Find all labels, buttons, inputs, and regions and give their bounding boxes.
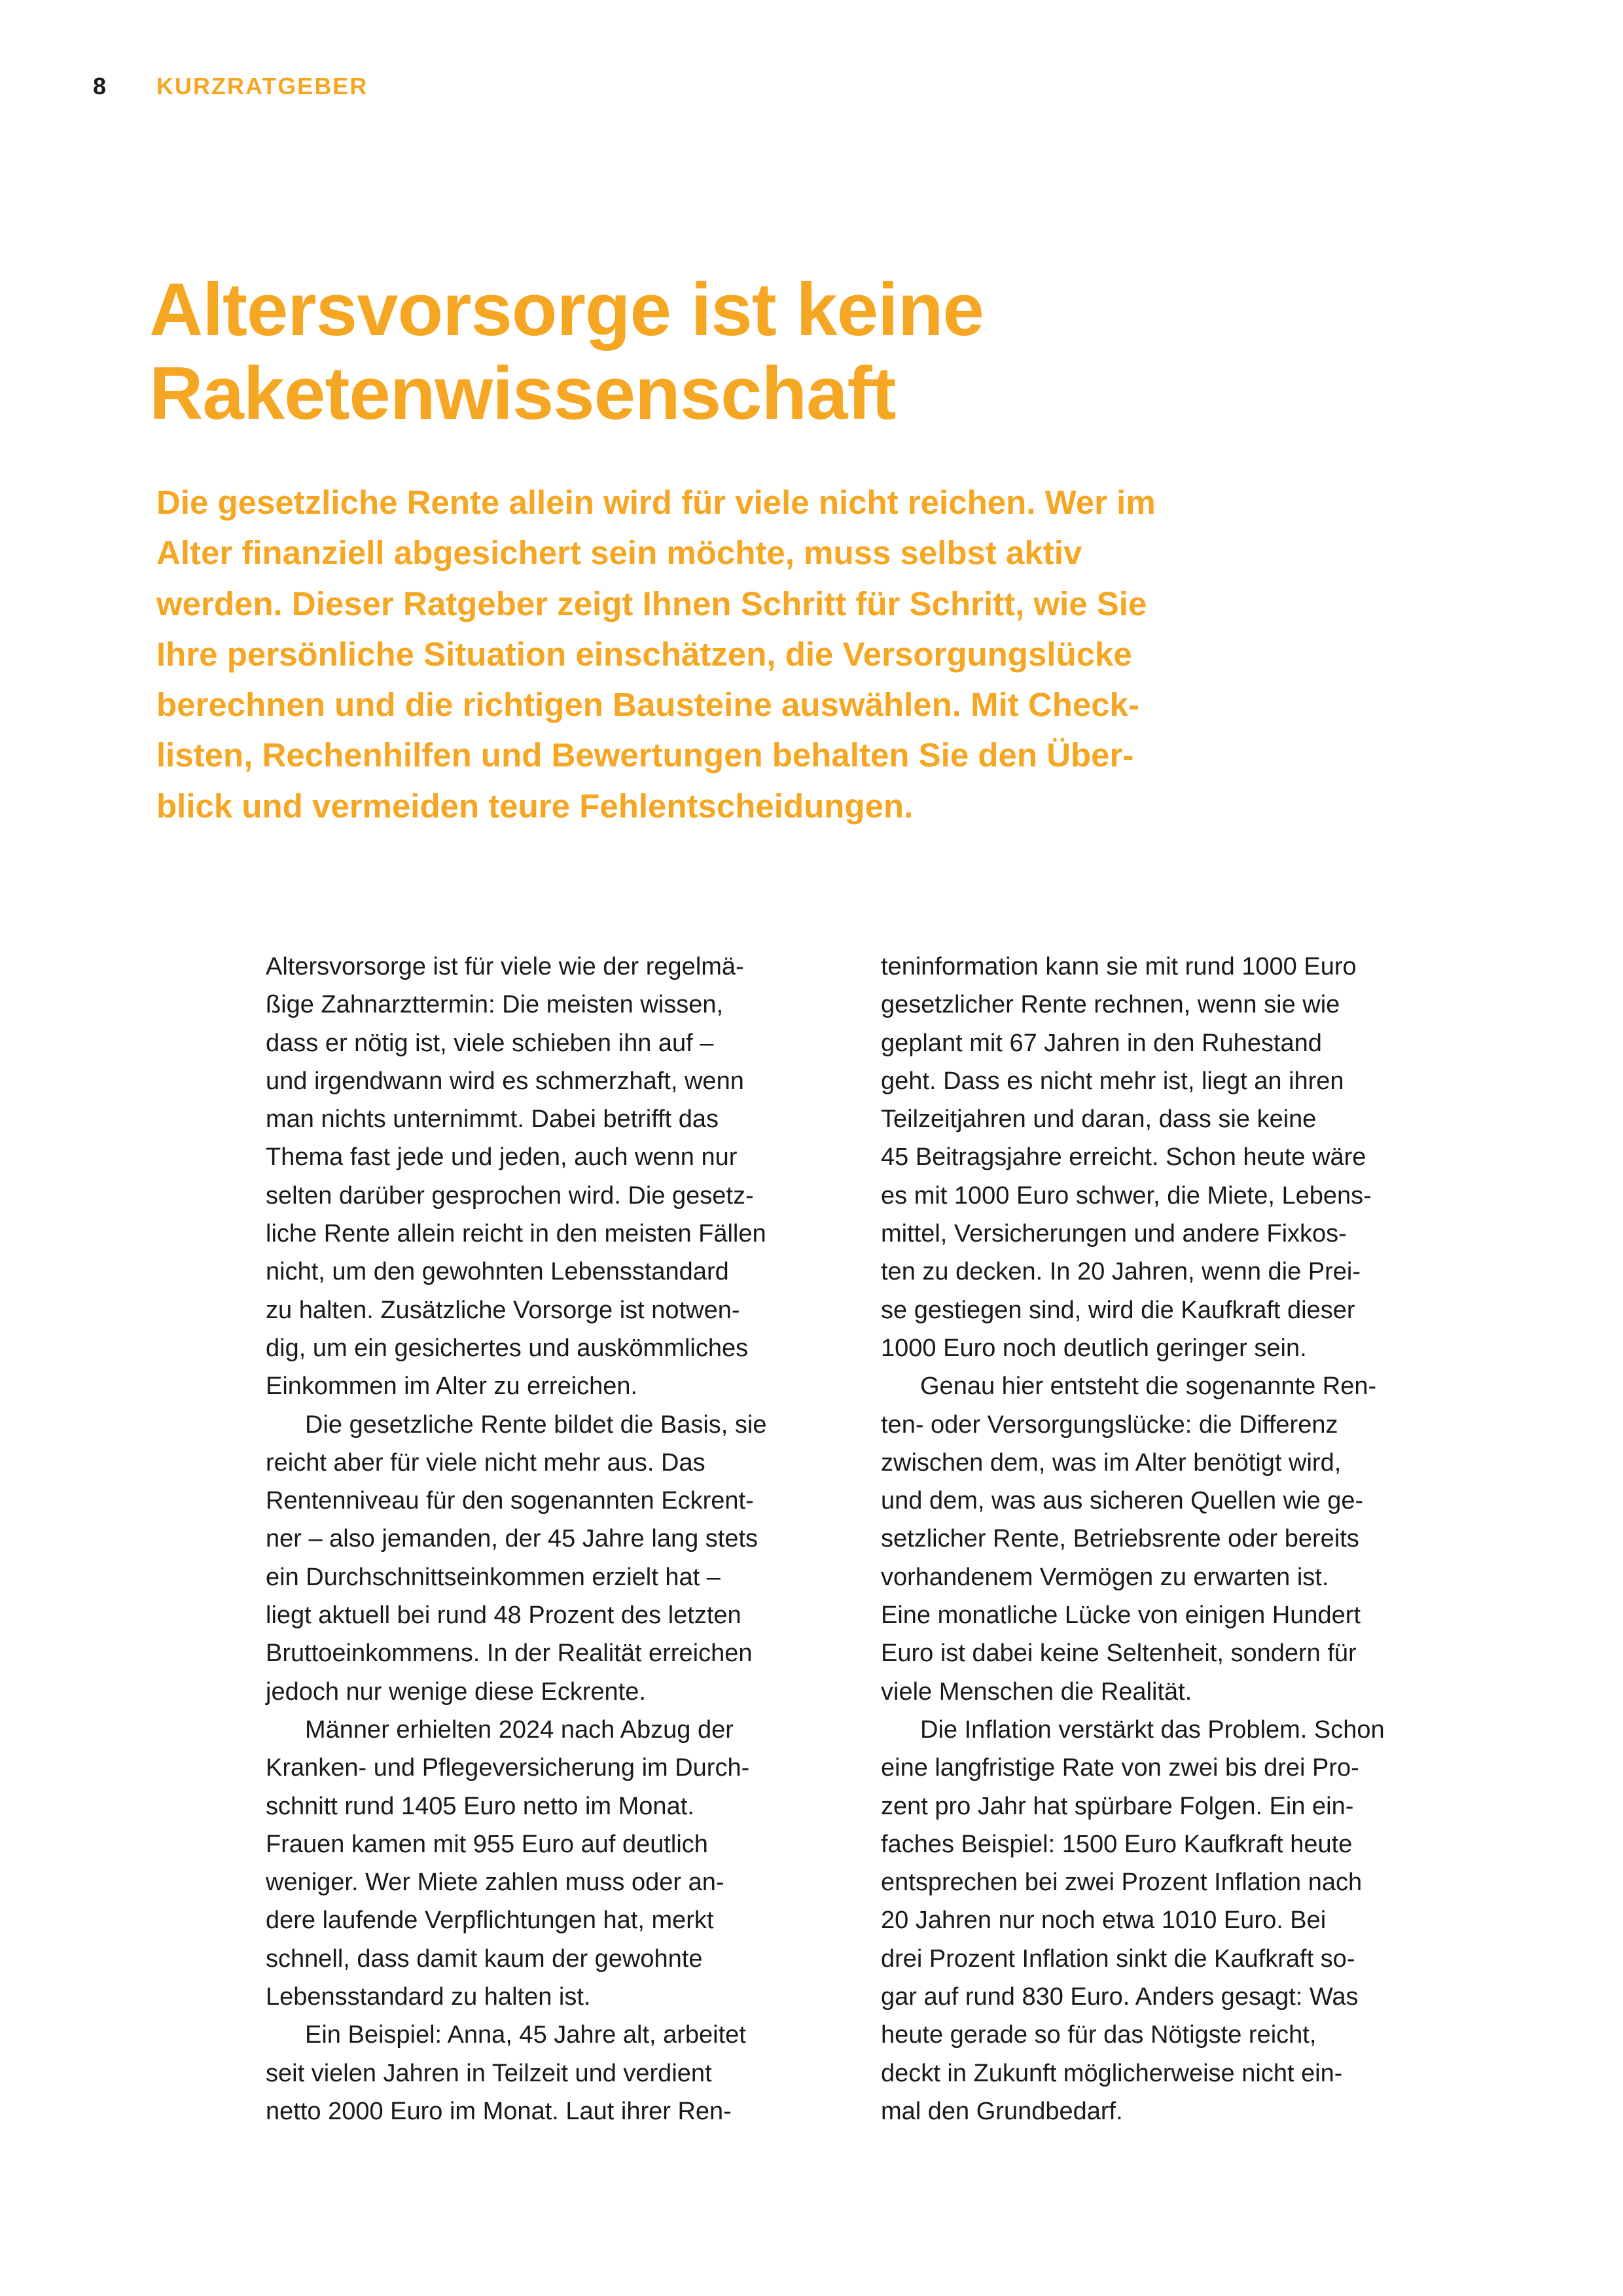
text-line: ner – also jemanden, der 45 Jahre lang stets [266, 1525, 758, 1553]
text-line: nicht, um den gewohnten Lebensstandard [266, 1258, 729, 1286]
title-line: Altersvorsorge ist keine [149, 268, 984, 351]
text-line: entsprechen bei zwei Prozent Inflation nach [881, 1869, 1363, 1897]
body-column-right [881, 948, 1385, 2130]
text-line: Frauen kamen mit 955 Euro auf deutlich [266, 1830, 708, 1858]
text-line: und dem, was aus sicheren Quellen wie ge- [881, 1487, 1364, 1515]
text-line: weniger. Wer Miete zahlen muss oder an- [266, 1869, 724, 1897]
text-line: schnitt rund 1405 Euro netto im Monat. [266, 1792, 694, 1820]
text-line: drei Prozent Inflation sinkt die Kaufkraft so- [881, 1945, 1355, 1973]
text-line: Die Inflation verstärkt das Problem. Schon [920, 1715, 1385, 1744]
text-line: geplant mit 67 Jahren in den Ruhestand [881, 1029, 1322, 1057]
lead-paragraph [156, 477, 1156, 831]
text-line: eine langfristige Rate von zwei bis drei Pro- [881, 1754, 1359, 1782]
text-line: zent pro Jahr hat spürbare Folgen. Ein ein- [881, 1792, 1354, 1820]
text-line: se gestiegen sind, wird die Kaufkraft dieser [881, 1296, 1355, 1324]
text-line: teninformation kann sie mit rund 1000 Euro [881, 953, 1357, 980]
text-line: blick und vermeiden teure Fehlentscheidungen. [156, 787, 914, 825]
text-line: 1000 Euro noch deutlich geringer sein. [881, 1334, 1307, 1362]
text-line: ßige Zahnarzttermin: Die meisten wissen, [266, 991, 724, 1019]
text-line: netto 2000 Euro im Monat. Laut ihrer Ren- [266, 2097, 732, 2125]
text-line: gar auf rund 830 Euro. Anders gesagt: Was [881, 1983, 1359, 2011]
text-line: Kranken- und Pflegeversicherung im Durch- [266, 1754, 750, 1782]
text-line: viele Menschen die Realität. [881, 1677, 1192, 1706]
text-line: Teilzeitjahren und daran, dass sie keine [881, 1105, 1317, 1134]
text-line: Altersvorsorge ist für viele wie der regelmä- [266, 953, 744, 980]
page-title [149, 268, 984, 436]
body-column-left [266, 948, 767, 2130]
text-line: es mit 1000 Euro schwer, die Miete, Lebens- [881, 1181, 1372, 1210]
text-line: selten darüber gesprochen wird. Die gesetz- [266, 1181, 754, 1210]
text-line: reicht aber für viele nicht mehr aus. Das [266, 1448, 705, 1477]
text-line: geht. Dass es nicht mehr ist, liegt an ihren [881, 1067, 1344, 1095]
text-line: Euro ist dabei keine Seltenheit, sondern für [881, 1640, 1357, 1668]
text-line: Ein Beispiel: Anna, 45 Jahre alt, arbeitet [305, 2021, 746, 2049]
text-line: liegt aktuell bei rund 48 Prozent des letzten [266, 1602, 741, 1630]
text-line: listen, Rechenhilfen und Bewertungen behalten Sie den Über- [156, 736, 1134, 774]
text-line: zwischen dem, was im Alter benötigt wird, [881, 1448, 1342, 1477]
section-label: KURZRATGEBER [156, 73, 368, 99]
text-line: zu halten. Zusätzliche Vorsorge ist notwen- [266, 1296, 740, 1324]
text-line: werden. Dieser Ratgeber zeigt Ihnen Schritt für Schritt, wie Sie [156, 584, 1147, 622]
text-line: Thema fast jede und jeden, auch wenn nur [266, 1143, 738, 1172]
text-line: Männer erhielten 2024 nach Abzug der [305, 1715, 734, 1744]
text-line: jedoch nur wenige diese Eckrente. [266, 1677, 646, 1706]
text-line: ten zu decken. In 20 Jahren, wenn die Prei- [881, 1258, 1361, 1286]
text-line: schnell, dass damit kaum der gewohnte [266, 1945, 703, 1973]
text-line: 45 Beitragsjahre erreicht. Schon heute wäre [881, 1143, 1366, 1172]
text-line: mal den Grundbedarf. [881, 2097, 1123, 2125]
text-line: und irgendwann wird es schmerzhaft, wenn [266, 1067, 744, 1095]
text-line: Einkommen im Alter zu erreichen. [266, 1372, 638, 1401]
text-line: gesetzlicher Rente rechnen, wenn sie wie [881, 991, 1340, 1019]
text-line: setzlicher Rente, Betriebsrente oder bereits [881, 1525, 1359, 1553]
text-line: berechnen und die richtigen Bausteine auswählen. Mit Check- [156, 686, 1139, 724]
text-line: ten- oder Versorgungslücke: die Differenz [881, 1410, 1338, 1439]
text-line: seit vielen Jahren in Teilzeit und verdient [266, 2059, 712, 2087]
text-line: Die gesetzliche Rente allein wird für viele nicht reichen. Wer im [156, 484, 1156, 521]
text-line: Genau hier entsteht die sogenannte Ren- [920, 1372, 1377, 1401]
text-line: Alter finanziell abgesichert sein möchte, muss selbst aktiv [156, 534, 1082, 572]
text-line: ein Durchschnittseinkommen erzielt hat – [266, 1563, 721, 1591]
text-line: dig, um ein gesichertes und auskömmliches [266, 1334, 749, 1362]
text-line: Rentenniveau für den sogenannten Eckrent- [266, 1487, 754, 1515]
text-line: heute gerade so für das Nötigste reicht, [881, 2021, 1317, 2049]
text-line: man nichts unternimmt. Dabei betrifft das [266, 1105, 719, 1134]
text-line: mittel, Versicherungen und andere Fixkos- [881, 1220, 1347, 1248]
text-line: liche Rente allein reicht in den meisten Fällen [266, 1220, 766, 1248]
text-line: 20 Jahren nur noch etwa 1010 Euro. Bei [881, 1907, 1327, 1935]
text-line: Bruttoeinkommens. In der Realität erreichen [266, 1640, 753, 1668]
text-line: dere laufende Verpflichtungen hat, merkt [266, 1907, 714, 1935]
text-line: Eine monatliche Lücke von einigen Hundert [881, 1602, 1361, 1630]
text-line: dass er nötig ist, viele schieben ihn auf – [266, 1029, 714, 1057]
page-number: 8 [93, 73, 107, 99]
text-line: Lebensstandard zu halten ist. [266, 1983, 591, 2011]
title-line: Raketenwissenschaft [149, 352, 896, 435]
text-line: vorhandenem Vermögen zu erwarten ist. [881, 1563, 1329, 1591]
text-line: faches Beispiel: 1500 Euro Kaufkraft heute [881, 1830, 1353, 1858]
text-line: Ihre persönliche Situation einschätzen, die Versorgungslücke [156, 635, 1132, 673]
text-line: deckt in Zukunft möglicherweise nicht ein- [881, 2059, 1343, 2087]
text-line: Die gesetzliche Rente bildet die Basis, sie [305, 1410, 767, 1439]
